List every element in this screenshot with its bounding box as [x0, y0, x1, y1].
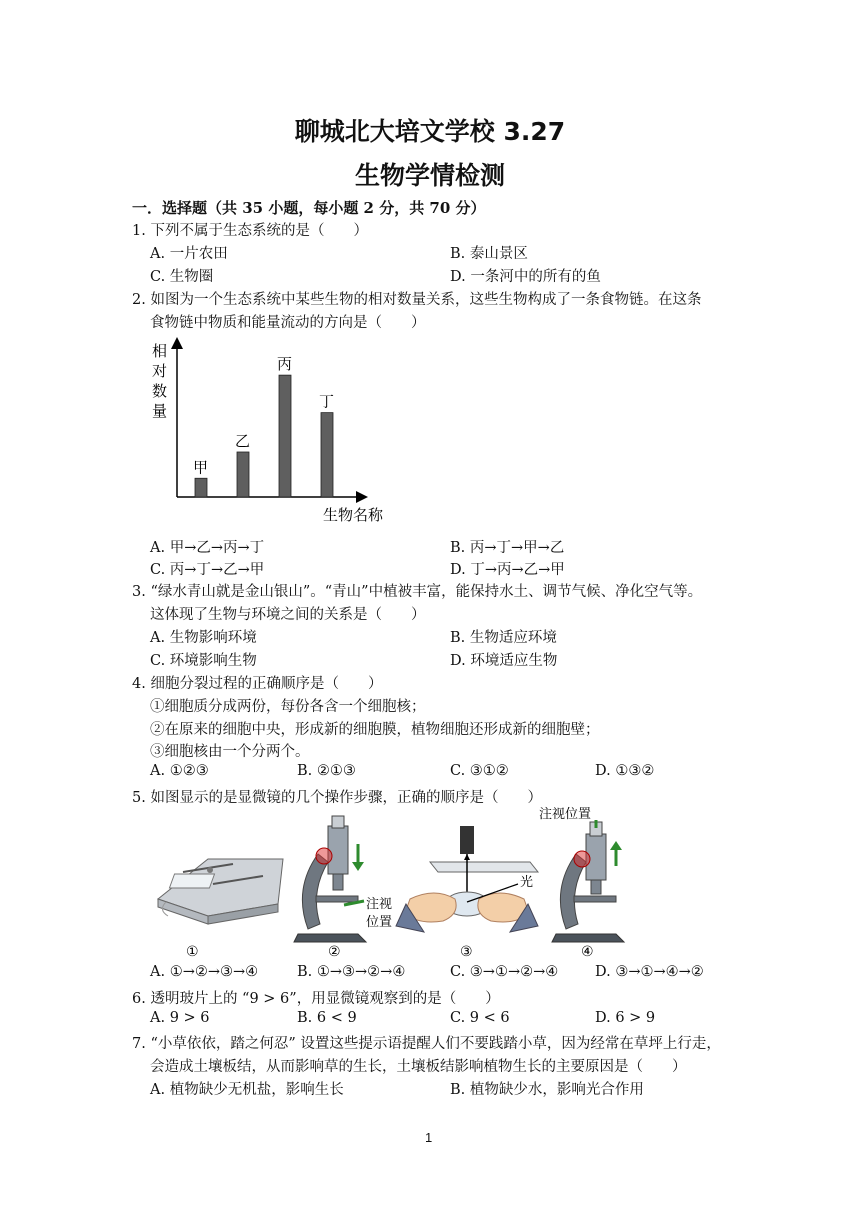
step2-number: ②: [328, 944, 341, 960]
q2-option-b: B. 丙→丁→甲→乙: [450, 540, 565, 556]
q7-option-a: A. 植物缺少无机盐，影响生长: [150, 1082, 344, 1098]
bar-1: [195, 478, 207, 497]
q2-option-d: D. 丁→丙→乙→甲: [450, 562, 565, 578]
y-axis-label-char-4: 量: [152, 402, 168, 420]
step2-look-label: 注视: [366, 897, 393, 912]
step3-light-label: 光: [520, 875, 534, 890]
question-7-stem-cont: 会造成土壤板结，从而影响草的生长，土壤板结影响植物生长的主要原因是（ ）: [150, 1059, 687, 1075]
q7-option-b: B. 植物缺少水，影响光合作用: [450, 1082, 644, 1098]
q5-option-b: B. ①→③→②→④: [297, 964, 406, 980]
section-heading: 一．选择题（共 35 小题，每小题 2 分，共 70 分）: [132, 199, 486, 217]
q5-option-d: D. ③→①→④→②: [595, 964, 704, 980]
step4-number: ④: [581, 944, 594, 960]
q5-option-c: C. ③→①→②→④: [450, 964, 559, 980]
q2-option-a: A. 甲→乙→丙→丁: [150, 540, 265, 556]
q1-option-b: B. 泰山景区: [450, 246, 528, 262]
q6-option-c: C. 9 < 6: [450, 1010, 510, 1026]
q6-option-b: B. 6 < 9: [297, 1010, 357, 1026]
q4-step-1: ①细胞质分成两份，每份各含一个细胞核；: [150, 699, 426, 715]
bar-label-1: 甲: [193, 458, 209, 477]
exam-subtitle: 生物学情检测: [354, 161, 505, 190]
q3-option-d: D. 环境适应生物: [450, 653, 558, 669]
q4-option-d: D. ①③②: [595, 763, 655, 779]
question-2-stem-cont: 食物链中物质和能量流动的方向是（ ）: [150, 315, 426, 331]
bar-label-4: 丁: [319, 392, 335, 411]
step4-microscope-raising: [539, 807, 624, 942]
q4-step-3: ③细胞核由一个分两个。: [150, 744, 310, 760]
question-6-stem: 6. 透明玻片上的 “9 > 6”，用显微镜观察到的是（ ）: [132, 991, 500, 1007]
q5-option-a: A. ①→②→③→④: [150, 964, 259, 980]
q2-option-c: C. 丙→丁→乙→甲: [150, 562, 265, 578]
question-4-stem: 4. 细胞分裂过程的正确顺序是（ ）: [132, 676, 383, 692]
food-chain-bar-chart: [140, 330, 400, 530]
q1-option-d: D. 一条河中的所有的鱼: [450, 269, 601, 285]
q6-option-a: A. 9 > 6: [150, 1010, 210, 1026]
q6-option-d: D. 6 > 9: [595, 1010, 656, 1026]
bar-2: [237, 452, 249, 497]
microscope-steps-figure: [148, 804, 648, 962]
exam-title: 聊城北大培文学校 3.27: [294, 117, 566, 146]
q3-option-c: C. 环境影响生物: [150, 653, 257, 669]
y-axis-label-char-1: 相: [152, 342, 168, 360]
q1-option-c: C. 生物圈: [150, 269, 214, 285]
q4-option-c: C. ③①②: [450, 763, 509, 779]
bar-label-2: 乙: [235, 432, 251, 450]
question-1-stem: 1. 下列不属于生态系统的是（ ）: [132, 223, 368, 239]
step1-stage-slide: [158, 859, 283, 924]
page-number: 1: [425, 1130, 433, 1145]
step2-microscope-lowering: [294, 816, 392, 942]
q4-option-b: B. ②①③: [297, 763, 356, 779]
q4-option-a: A. ①②③: [150, 763, 209, 779]
question-3-stem: 3. “绿水青山就是金山银山”。“青山”中植被丰富，能保持水土、调节气候、净化空气等。: [132, 584, 703, 600]
step4-look-position-label: 注视位置: [539, 807, 592, 822]
step3-hands-mirror: [396, 826, 538, 932]
question-3-stem-cont: 这体现了生物与环境之间的关系是（ ）: [150, 607, 426, 623]
bar-label-3: 丙: [277, 355, 293, 374]
step3-number: ③: [460, 944, 473, 960]
q4-step-2: ②在原来的细胞中央，形成新的细胞膜，植物细胞还形成新的细胞壁；: [150, 722, 600, 738]
step1-number: ①: [186, 944, 199, 960]
y-axis-label-char-2: 对: [152, 362, 168, 380]
x-axis-label: 生物名称: [323, 506, 384, 524]
step2-position-label: 位置: [366, 915, 393, 930]
question-2-stem: 2. 如图为一个生态系统中某些生物的相对数量关系，这些生物构成了一条食物链。在这条: [132, 292, 702, 308]
question-5-stem: 5. 如图显示的是显微镜的几个操作步骤，正确的顺序是（ ）: [132, 790, 542, 806]
q3-option-b: B. 生物适应环境: [450, 630, 557, 646]
q3-option-a: A. 生物影响环境: [150, 630, 257, 646]
bar-4: [321, 413, 333, 497]
bar-3: [279, 375, 291, 497]
q1-option-a: A. 一片农田: [150, 246, 228, 262]
question-7-stem: 7. “小草依依，踏之何忍” 设置这些提示语提醒人们不要践踏小草，因为经常在草坪上行走，: [132, 1036, 721, 1052]
y-axis-label-char-3: 数: [152, 382, 168, 400]
